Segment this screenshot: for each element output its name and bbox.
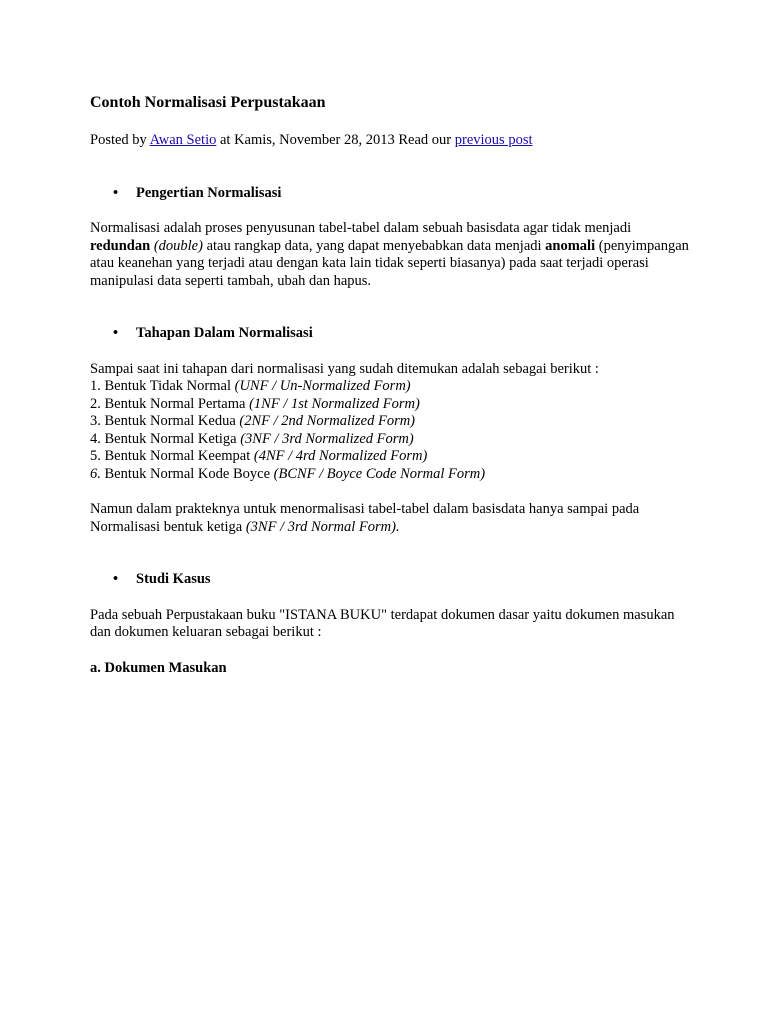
bold-term-redundan: redundan [90,237,151,254]
author-link[interactable]: Awan Setio [149,132,217,148]
post-meta [90,132,690,150]
italic-term-3nf: (3NF / 3rd Normal Form). [245,518,400,535]
article-content [90,93,690,677]
list-item-italic: (3NF / 3rd Normalized Form) [240,430,414,447]
list-item-number: 3. [90,413,101,429]
paragraph-practice [90,501,690,536]
paragraph-case-study: Pada sebuah Perpustakaan buku "ISTANA BUKU" terdapat dokumen dasar yaitu dokumen masukan dan dokumen keluaran sebagai berikut : [90,606,675,640]
list-item-italic: (BCNF / Boyce Code Normal Form) [273,465,486,482]
bullet-icon: • [113,571,119,587]
paragraph-text: Namun dalam prakteknya untuk menormalisasi tabel-tabel dalam basisdata hanya sampai pada Normalisasi bentuk ketiga [90,501,640,535]
paragraph-definition [90,220,690,290]
list-item-italic: (4NF / 4rd Normalized Form) [253,448,428,464]
list-item-number: 4. [90,430,101,447]
section-heading-text: Pengertian Normalisasi [136,184,282,201]
stages-list [90,378,690,483]
italic-term-double: (double) [153,237,203,254]
paragraph-text: Normalisasi adalah proses penyusunan tabel-tabel dalam sebuah basisdata agar tidak menjadi [90,220,632,236]
list-item [90,466,690,484]
bullet-icon: • [113,325,119,341]
section-heading-text: Studi Kasus [136,571,211,587]
list-item-italic: (1NF / 1st Normalized Form) [249,395,420,412]
list-item [90,378,690,396]
page-title: Contoh Normalisasi Perpustakaan [90,94,326,111]
list-item [90,396,690,414]
bold-term-anomali: anomali [545,237,596,254]
list-item-text: Bentuk Normal Pertama [104,395,246,412]
posted-by-label: Posted by [90,132,147,148]
list-item-italic: (UNF / Un-Normalized Form) [234,378,411,394]
section-heading-studi-kasus [90,571,690,589]
list-item [90,448,690,466]
section-heading-pengertian [90,185,690,203]
previous-post-link[interactable]: previous post [454,132,533,148]
list-item-text: Bentuk Normal Ketiga [104,430,237,447]
list-item-text: Bentuk Normal Keempat [104,448,251,464]
post-date-text: at Kamis, November 28, 2013 Read our [219,132,452,148]
list-item-text: Bentuk Normal Kedua [104,413,236,429]
list-item-text: Bentuk Normal Kode Boyce [104,465,271,482]
list-item-number: 6. [90,465,101,482]
stages-intro: Sampai saat ini tahapan dari normalisasi yang sudah ditemukan adalah sebagai berikut : [90,360,599,377]
list-item-number: 1. [90,378,101,394]
paragraph-text: (penyimpangan atau keanehan yang terjadi atau dengan kata lain tidak seperti biasanya) pada saat terjadi operasi manipulasi data seperti tambah, ubah dan hapus. [90,237,689,289]
bullet-icon: • [113,184,119,201]
list-item [90,431,690,449]
list-item-number: 5. [90,448,101,464]
stages-block [90,361,690,484]
paragraph-text: atau rangkap data, yang dapat menyebabkan data menjadi [206,237,542,254]
list-item-italic: (2NF / 2nd Normalized Form) [239,413,416,429]
list-item [90,413,690,431]
list-item-text: Bentuk Tidak Normal [104,378,231,394]
section-heading-tahapan [90,325,690,343]
sub-heading-dokumen-masukan: a. Dokumen Masukan [90,659,227,676]
list-item-number: 2. [90,395,101,412]
section-heading-text: Tahapan Dalam Normalisasi [136,325,313,341]
